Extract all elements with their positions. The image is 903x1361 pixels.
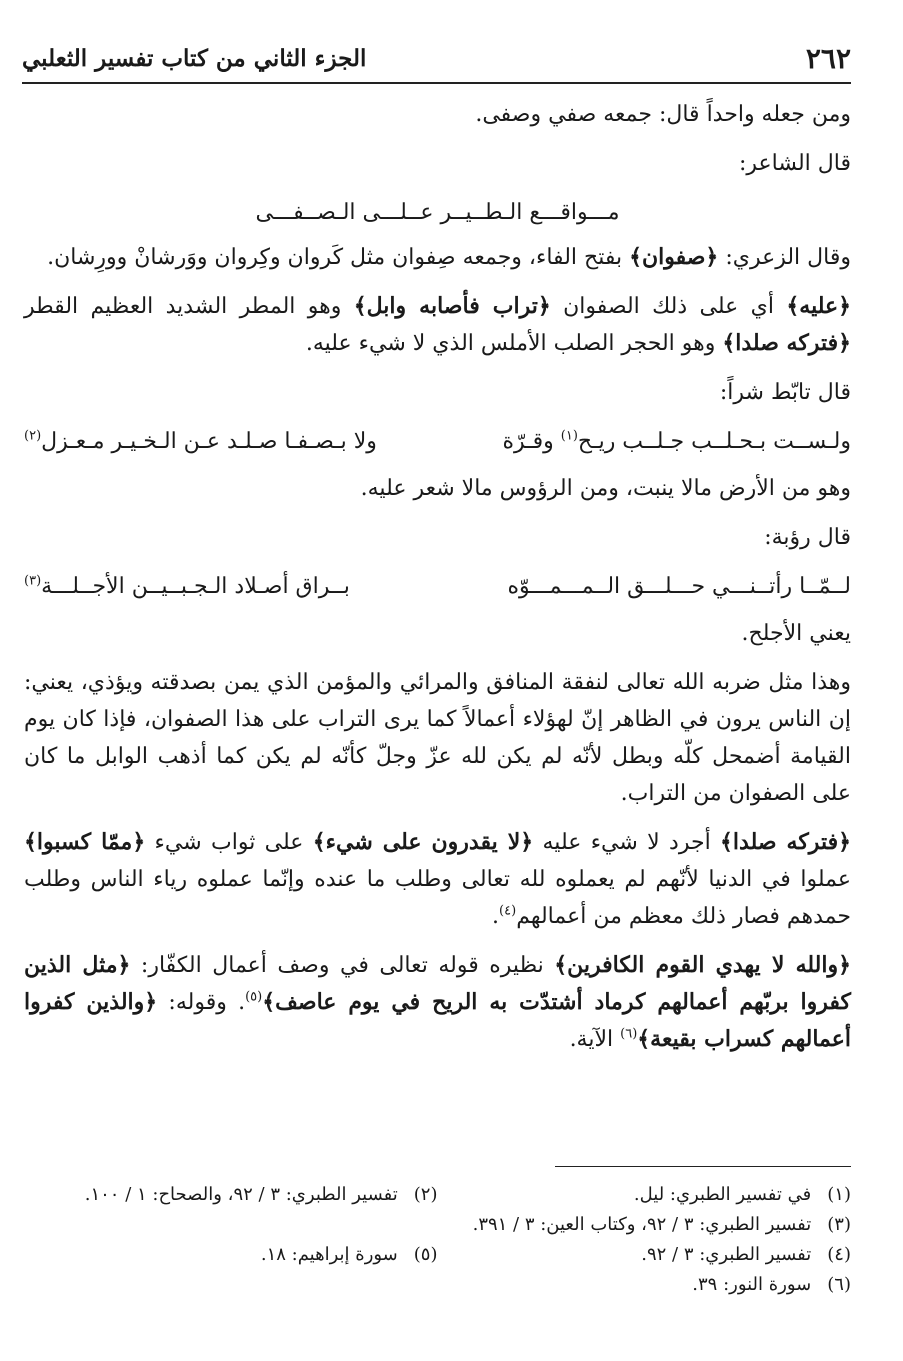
verse-1-first-hemistich [503, 423, 851, 460]
footnote-row [24, 1240, 851, 1270]
text-run: ولا بـصـفـا صـلـد عـن الـخـيـر مـعـزل [41, 429, 377, 454]
quran-quote: ﴿لا يقدرون على شيء﴾ [312, 829, 534, 855]
paragraph-8: يعني الأجلح. [741, 621, 851, 646]
quran-quote: ﴿فتركه صلدا﴾ [720, 829, 851, 855]
footnote-row [24, 1180, 851, 1210]
footnote-ref: (٤) [499, 903, 517, 919]
text-run: نظيره قوله تعالى في وصف أعمال الكفّار: [130, 953, 555, 978]
footnote-text: تفسير الطبري: ٣ / ٩٢، والصحاح: ١ / ١٠٠. [84, 1184, 398, 1205]
footnote-separator [555, 1166, 851, 1167]
footnote-number: (٣) [827, 1214, 851, 1235]
text-run: الآية. [569, 1027, 621, 1052]
footnote-3 [24, 1210, 851, 1240]
text-run: . وقوله: [157, 990, 246, 1015]
quran-quote: ﴿مثل الذين كفروا بربّهم أعمالهم كرماد أشتدّت به الريح في يوم عاصف﴾ [24, 952, 851, 1015]
footnote-text: في تفسير الطبري: ليل. [633, 1184, 812, 1205]
footnote-ref: (٣) [24, 573, 42, 589]
footnote-4 [438, 1240, 852, 1270]
footnote-number: (٥) [413, 1244, 438, 1265]
text-run: بــراق أصـلاد الـجـبــيــن الأجــلـــة [41, 574, 350, 599]
quran-quote: ﴿والله لا يهدي القوم الكافرين﴾ [554, 952, 851, 978]
text-run: . [492, 904, 500, 929]
text-run: وقال الزعري: [718, 245, 851, 270]
paragraph-5: قال تابّط شراً: [719, 380, 851, 405]
paragraph-10 [24, 824, 851, 935]
main-text [24, 96, 851, 1070]
quran-quote: ﴿ممّا كسبوا﴾ [24, 829, 146, 855]
footnote-5 [24, 1240, 438, 1270]
footnote-text: تفسير الطبري: ٣ / ٩٢. [641, 1244, 812, 1265]
footnote-row [24, 1210, 851, 1240]
text-run: عملوا في الدنيا لأنّهم لم يعملوه لله تعالى وطلب ما عنده وإنّما عملوه رياء الناس وطلب حمدهم فصار ذلك معظم من أعمالهم [24, 867, 851, 929]
paragraph-7: قال رؤبة: [764, 525, 851, 550]
quran-quote: ﴿صفوان﴾ [629, 244, 719, 270]
footnote-ref: (٦) [620, 1026, 638, 1042]
footnote-text: تفسير الطبري: ٣ / ٩٢، وكتاب العين: ٣ / ٣٩١. [472, 1214, 812, 1235]
footnote-number: (٦) [827, 1274, 851, 1295]
footnote-ref: (١) [560, 428, 578, 444]
text-run: أي على ذلك الصفوان [550, 294, 787, 319]
paragraph-2: قال الشاعر: [738, 151, 851, 176]
paragraph-9: وهذا مثل ضربه الله تعالى لنفقة المنافق والمرائي والمؤمن الذي يمن بصدقته ويؤذي، يعني: إن الناس يرون في الظاهر إنّ لهؤلاء أعمالاً كما يرى التراب على هذا الصفوان، فإذا كان يوم القيامة أضمحل كلّه وبطل لأنّه لم يكن لله عزّ وجلّ كأنّه لم يكن كما أذهب الوابل ما كان على الصفوان من التراب. [24, 670, 851, 806]
footnote-ref: (٥) [245, 989, 263, 1005]
verse-1-second-hemistich [24, 423, 377, 460]
footnote-number: (٤) [827, 1244, 851, 1265]
running-title: الجزء الثاني من كتاب تفسير الثعلبي [22, 44, 367, 72]
verse-2-first-hemistich: لــمّــا رأتــنـــي حـــلـــق الــمـــمـــوّه [507, 574, 851, 599]
footnote-text: سورة النور: ٣٩. [692, 1274, 812, 1295]
footnote-number: (٢) [413, 1184, 438, 1205]
footnote-2 [24, 1180, 438, 1210]
text-run: وقـرّة [502, 429, 561, 454]
footnote-ref: (٢) [24, 428, 42, 444]
page-number: ٢٦٢ [805, 41, 851, 75]
text-run: بفتح الفاء، وجمعه صِفوان مثل كَروان وكِروان ووَرشانْ وورِشان. [47, 245, 630, 270]
verse-1 [24, 423, 851, 460]
quran-quote: ﴿فتركه صلدا﴾ [722, 330, 851, 356]
text-run: أجرد لا شيء عليه [533, 830, 721, 855]
page-header [22, 34, 851, 84]
quran-quote: ﴿تراب فأصابه وابل﴾ [353, 293, 551, 319]
text-run: وهو المطر الشديد العظيم القطر [24, 294, 354, 319]
footnotes [24, 1180, 851, 1300]
quran-quote: ﴿والذين كفروا أعمالهم كسراب بقيعة﴾ [24, 989, 851, 1052]
text-run: ولـســت بـحـلــب جـلــب ريـح [577, 429, 851, 454]
footnote-number: (١) [827, 1184, 851, 1205]
paragraph-6: وهو من الأرض مالا ينبت، ومن الرؤوس مالا شعر عليه. [360, 476, 851, 501]
footnote-row [24, 1270, 851, 1300]
verse-2 [24, 568, 851, 605]
paragraph-3 [24, 239, 851, 276]
text-run: وهو الحجر الصلب الأملس الذي لا شيء عليه. [305, 331, 723, 356]
verse-2-second-hemistich [24, 568, 350, 605]
footnote-1 [438, 1180, 852, 1210]
paragraph-11 [24, 947, 851, 1058]
text-run: على ثواب شيء [145, 830, 313, 855]
paragraph-4 [24, 288, 851, 362]
footnote-text: سورة إبراهيم: ١٨. [260, 1244, 398, 1265]
quran-quote: ﴿عليه﴾ [786, 293, 852, 319]
paragraph-1: ومن جعله واحداً قال: جمعه صفي وصفى. [475, 102, 851, 127]
poem-line-1: مـــواقـــع الـطــيــر عــلـــى الـصــفـــى [255, 200, 620, 225]
footnote-6 [24, 1270, 851, 1300]
